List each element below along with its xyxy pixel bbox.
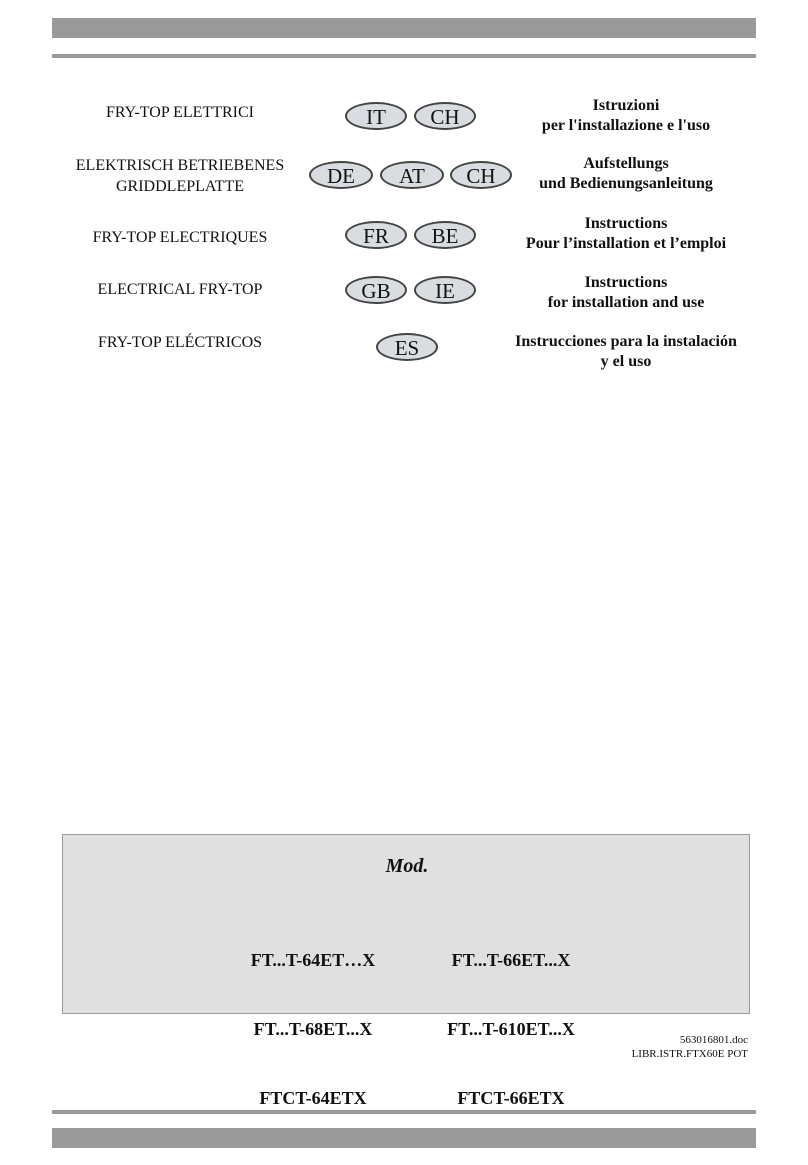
country-badge-fr: FR	[345, 221, 407, 249]
document-code: LIBR.ISTR.FTX60E POT	[631, 1048, 748, 1060]
model-label: Mod.	[385, 855, 429, 877]
instructions-line: for installation and use	[547, 294, 705, 311]
footer-rule	[52, 1110, 756, 1114]
instructions-line: Aufstellungs	[583, 155, 669, 172]
instructions-title	[496, 273, 756, 313]
instructions-line: y el uso	[600, 353, 652, 370]
instructions-line: per l'installazione e l'uso	[541, 117, 711, 134]
product-title-line: ELEKTRISCH BETRIEBENES	[75, 157, 285, 174]
instructions-title	[496, 154, 756, 194]
model-name: FTCT-66ETX	[457, 1088, 565, 1108]
instructions-line: Instructions	[584, 215, 668, 232]
product-title	[60, 332, 300, 353]
country-badge-de: DE	[309, 161, 373, 189]
country-badge-ch: CH	[414, 102, 476, 130]
model-column-1	[223, 903, 403, 1156]
country-badge-it: IT	[345, 102, 407, 130]
header-bar	[52, 18, 756, 38]
product-title-line: GRIDDLEPLATTE	[116, 178, 244, 195]
country-badge-at: AT	[380, 161, 444, 189]
model-name: FT...T-64ET…X	[250, 950, 376, 970]
footer-bar	[52, 1128, 756, 1148]
country-badge-be: BE	[414, 221, 476, 249]
instructions-line: Instrucciones para la instalación	[515, 333, 737, 350]
country-badge-ie: IE	[414, 276, 476, 304]
document-reference	[632, 1033, 748, 1061]
instructions-title	[496, 214, 756, 254]
country-badge-es: ES	[376, 333, 438, 361]
document-filename: 563016801.doc	[679, 1034, 748, 1046]
instructions-title	[496, 332, 756, 372]
product-title-line: FRY-TOP ELECTRIQUES	[92, 229, 268, 246]
product-title	[60, 227, 300, 248]
header-rule	[52, 54, 756, 58]
instructions-line: Instructions	[584, 274, 668, 291]
product-title-line: ELECTRICAL FRY-TOP	[97, 281, 263, 298]
instructions-title	[496, 96, 756, 136]
product-title	[60, 102, 300, 123]
product-title-line: FRY-TOP ELETTRICI	[105, 104, 254, 121]
model-name: FT...T-66ET...X	[451, 950, 571, 970]
product-title	[60, 279, 300, 300]
instructions-line: Istruzioni	[592, 97, 660, 114]
instructions-line: und Bedienungsanleitung	[539, 175, 713, 192]
model-name: FT...T-610ET...X	[447, 1019, 575, 1039]
product-title	[60, 155, 300, 197]
country-badge-ch: CH	[450, 161, 512, 189]
country-badge-gb: GB	[345, 276, 407, 304]
product-title-line: FRY-TOP ELÉCTRICOS	[97, 334, 263, 351]
instructions-line: Pour l’installation et l’emploi	[525, 235, 727, 252]
model-name: FTCT-64ETX	[259, 1088, 367, 1108]
model-column-2	[421, 903, 601, 1156]
model-name: FT...T-68ET...X	[253, 1019, 373, 1039]
